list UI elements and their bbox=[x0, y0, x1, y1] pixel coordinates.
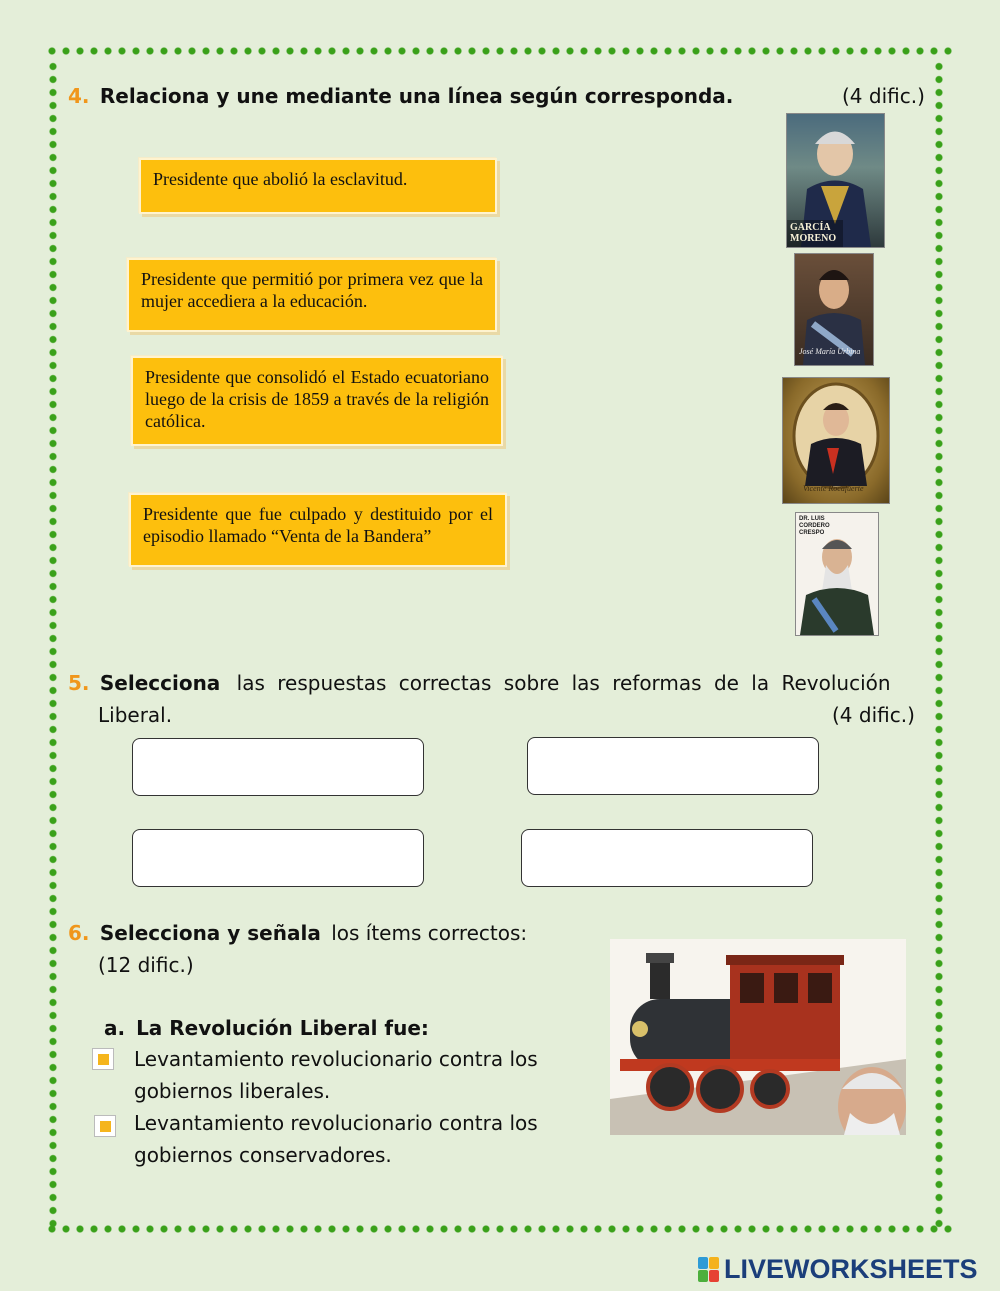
match-card-2[interactable]: Presidente que permitió por primera vez que la mujer accediera a la educación. bbox=[127, 258, 497, 332]
option-1-checkbox[interactable] bbox=[92, 1048, 114, 1070]
liveworksheets-logo-icon bbox=[698, 1257, 720, 1283]
answer-box-4[interactable] bbox=[521, 829, 813, 887]
q6-number: 6. bbox=[68, 921, 90, 945]
portrait-cordero[interactable] bbox=[795, 512, 879, 636]
q5-difficulty: (4 dific.) bbox=[832, 703, 915, 727]
decorative-border-top bbox=[45, 44, 955, 64]
decorative-border-right bbox=[932, 60, 952, 1230]
q5-heading bbox=[68, 667, 950, 699]
portrait-1-caption: GARCÍA MORENO bbox=[790, 222, 837, 244]
q6-heading bbox=[68, 917, 527, 949]
train-illustration bbox=[610, 939, 906, 1135]
q6-text: los ítems correctos: bbox=[331, 921, 528, 945]
decorative-border-bottom bbox=[45, 1222, 955, 1242]
portrait-3-caption: Vicente Rocafuerte bbox=[803, 484, 864, 493]
answer-box-3[interactable] bbox=[132, 829, 424, 887]
portrait-garcia-moreno[interactable] bbox=[786, 113, 885, 248]
q4-number: 4. bbox=[68, 84, 90, 108]
match-card-3[interactable]: Presidente que consolidó el Estado ecuatoriano luego de la crisis de 1859 a través de la religión católica. bbox=[131, 356, 503, 446]
answer-box-2[interactable] bbox=[527, 737, 819, 795]
q4-difficulty: (4 dific.) bbox=[842, 84, 925, 108]
q6-sub-letter: a. bbox=[104, 1016, 126, 1040]
portrait-2-caption: José María Urbina bbox=[799, 347, 861, 356]
option-2-checkbox[interactable] bbox=[94, 1115, 116, 1137]
q5-number: 5. bbox=[68, 671, 90, 695]
q5-bold: Selecciona bbox=[99, 671, 221, 695]
portrait-urbina[interactable] bbox=[794, 253, 874, 366]
option-1-line2: gobiernos liberales. bbox=[134, 1079, 331, 1103]
q4-heading bbox=[68, 80, 733, 112]
match-card-4[interactable]: Presidente que fue culpado y destituido por el episodio llamado “Venta de la Bandera” bbox=[129, 493, 507, 567]
liveworksheets-logo-text: LIVEWORKSHEETS bbox=[724, 1254, 978, 1284]
portrait-4-caption: DR. LUIS CORDERO CRESPO bbox=[799, 516, 830, 536]
q6-bold: Selecciona y señala bbox=[99, 921, 321, 945]
q4-text: Relaciona y une mediante una línea según corresponda. bbox=[99, 84, 734, 108]
q5-text-line2: Liberal. bbox=[98, 703, 173, 727]
q6-sub-title: La Revolución Liberal fue: bbox=[136, 1016, 429, 1040]
option-2-line1: Levantamiento revolucionario contra los bbox=[134, 1111, 538, 1135]
answer-box-1[interactable] bbox=[132, 738, 424, 796]
train-alfaro-image bbox=[610, 939, 906, 1135]
option-1-line1: Levantamiento revolucionario contra los bbox=[134, 1047, 538, 1071]
q6-subquestion bbox=[104, 1012, 429, 1044]
portrait-rocafuerte[interactable] bbox=[782, 377, 890, 504]
q6-difficulty: (12 dific.) bbox=[98, 953, 194, 977]
match-card-1[interactable]: Presidente que abolió la esclavitud. bbox=[139, 158, 497, 214]
liveworksheets-logo[interactable] bbox=[698, 1254, 978, 1285]
q5-text: las respuestas correctas sobre las reformas de la Revolución bbox=[236, 671, 891, 695]
decorative-border-left bbox=[46, 60, 66, 1230]
option-2-line2: gobiernos conservadores. bbox=[134, 1143, 392, 1167]
